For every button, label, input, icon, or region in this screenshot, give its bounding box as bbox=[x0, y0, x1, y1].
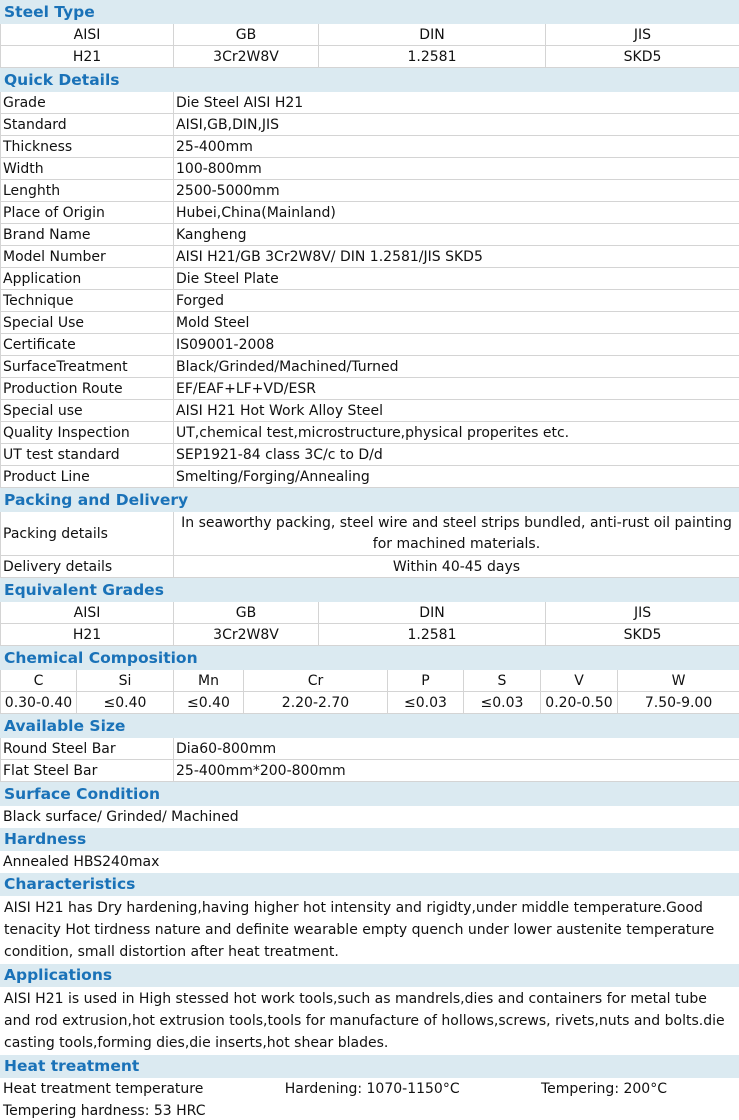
packing-details-label: Packing details bbox=[1, 512, 174, 556]
quick-details-value: Black/Grinded/Machined/Turned bbox=[174, 356, 739, 378]
quick-details-row bbox=[1, 400, 739, 422]
quick-details-row bbox=[1, 114, 739, 136]
quick-details-row bbox=[1, 444, 739, 466]
quick-details-value: Hubei,China(Mainland) bbox=[174, 202, 739, 224]
available-size-heading: Available Size bbox=[1, 715, 739, 738]
chemical-composition-table bbox=[0, 646, 739, 714]
packing-details-value: In seaworthy packing, steel wire and steel strips bundled, anti-rust oil painting for machined materials. bbox=[174, 512, 739, 556]
chem-header-w: W bbox=[618, 670, 739, 692]
quick-details-value: AISI H21 Hot Work Alloy Steel bbox=[174, 400, 739, 422]
quick-details-row bbox=[1, 180, 739, 202]
quick-details-row bbox=[1, 136, 739, 158]
quick-details-row bbox=[1, 158, 739, 180]
equivalent-value-jis: SKD5 bbox=[546, 624, 739, 646]
chem-header-si: Si bbox=[77, 670, 174, 692]
heat-treatment-hardening: Hardening: 1070-1150°C bbox=[284, 1080, 460, 1097]
heat-treatment-tempering: Tempering: 200°C bbox=[540, 1080, 667, 1097]
quick-details-row bbox=[1, 356, 739, 378]
quick-details-value: Kangheng bbox=[174, 224, 739, 246]
steel-type-heading: Steel Type bbox=[1, 1, 739, 24]
steel-type-value-aisi: H21 bbox=[1, 46, 174, 68]
chem-value-s: ≤0.03 bbox=[464, 692, 541, 714]
quick-details-row bbox=[1, 334, 739, 356]
quick-details-value: 25-400mm bbox=[174, 136, 739, 158]
quick-details-row bbox=[1, 224, 739, 246]
quick-details-row bbox=[1, 202, 739, 224]
characteristics-heading: Characteristics bbox=[1, 873, 739, 896]
quick-details-value: AISI,GB,DIN,JIS bbox=[174, 114, 739, 136]
steel-type-header-aisi: AISI bbox=[1, 24, 174, 46]
available-size-round-value: Dia60-800mm bbox=[174, 738, 739, 760]
chem-value-p: ≤0.03 bbox=[388, 692, 464, 714]
quick-details-row bbox=[1, 268, 739, 290]
quick-details-value: Mold Steel bbox=[174, 312, 739, 334]
steel-type-header-gb: GB bbox=[174, 24, 319, 46]
quick-details-value: UT,chemical test,microstructure,physical properites etc. bbox=[174, 422, 739, 444]
heat-treatment-row bbox=[1, 1078, 739, 1100]
equivalent-grades-table bbox=[0, 578, 739, 646]
quick-details-label: Grade bbox=[1, 92, 174, 114]
delivery-details-label: Delivery details bbox=[1, 556, 174, 578]
quick-details-label: Model Number bbox=[1, 246, 174, 268]
steel-type-value-jis: SKD5 bbox=[546, 46, 739, 68]
chem-header-s: S bbox=[464, 670, 541, 692]
quick-details-label: Width bbox=[1, 158, 174, 180]
steel-type-value-gb: 3Cr2W8V bbox=[174, 46, 319, 68]
chem-header-cr: Cr bbox=[244, 670, 388, 692]
quick-details-value: IS09001-2008 bbox=[174, 334, 739, 356]
chemical-composition-heading: Chemical Composition bbox=[1, 647, 739, 670]
heat-treatment-temperature-label: Heat treatment temperature bbox=[3, 1080, 204, 1097]
equivalent-value-gb: 3Cr2W8V bbox=[174, 624, 319, 646]
steel-type-value-din: 1.2581 bbox=[319, 46, 546, 68]
applications-text: AISI H21 is used in High stessed hot work tools,such as mandrels,dies and containers for metal tube and rod extrusion,hot extrusion tools,tools for manufacture of hollows,screws, rivets,nuts and bolts.die casting tools,forming dies,die inserts,hot shear blades. bbox=[1, 987, 739, 1055]
characteristics-text: AISI H21 has Dry hardening,having higher hot intensity and rigidty,under middle temperature.Good tenacity Hot tirdness nature and definite wearable empty quench under lower austenite temperature condition, small distortion after heat treatment. bbox=[1, 896, 739, 964]
quick-details-value: Smelting/Forging/Annealing bbox=[174, 466, 739, 488]
quick-details-row bbox=[1, 378, 739, 400]
quick-details-label: Certificate bbox=[1, 334, 174, 356]
quick-details-label: Production Route bbox=[1, 378, 174, 400]
quick-details-value: AISI H21/GB 3Cr2W8V/ DIN 1.2581/JIS SKD5 bbox=[174, 246, 739, 268]
steel-type-header-din: DIN bbox=[319, 24, 546, 46]
quick-details-row bbox=[1, 246, 739, 268]
available-size-flat-label: Flat Steel Bar bbox=[1, 760, 174, 782]
tempering-hardness: Tempering hardness: 53 HRC bbox=[1, 1100, 739, 1120]
surface-condition-heading: Surface Condition bbox=[1, 783, 739, 806]
chem-header-c: C bbox=[1, 670, 77, 692]
quick-details-row bbox=[1, 92, 739, 114]
quick-details-heading: Quick Details bbox=[1, 69, 739, 92]
available-size-flat-value: 25-400mm*200-800mm bbox=[174, 760, 739, 782]
steel-type-header-jis: JIS bbox=[546, 24, 739, 46]
equivalent-grades-heading: Equivalent Grades bbox=[1, 579, 739, 602]
chem-header-mn: Mn bbox=[174, 670, 244, 692]
quick-details-label: Standard bbox=[1, 114, 174, 136]
quick-details-label: Special Use bbox=[1, 312, 174, 334]
quick-details-label: Thickness bbox=[1, 136, 174, 158]
quick-details-row bbox=[1, 312, 739, 334]
text-sections-table bbox=[0, 782, 739, 1120]
applications-heading: Applications bbox=[1, 964, 739, 987]
quick-details-label: UT test standard bbox=[1, 444, 174, 466]
quick-details-value: SEP1921-84 class 3C/c to D/d bbox=[174, 444, 739, 466]
hardness-heading: Hardness bbox=[1, 828, 739, 851]
quick-details-label: Technique bbox=[1, 290, 174, 312]
chem-value-si: ≤0.40 bbox=[77, 692, 174, 714]
hardness-text: Annealed HBS240max bbox=[1, 851, 739, 873]
quick-details-label: Quality Inspection bbox=[1, 422, 174, 444]
steel-type-table bbox=[0, 0, 739, 68]
quick-details-label: Application bbox=[1, 268, 174, 290]
chem-header-v: V bbox=[541, 670, 618, 692]
equivalent-value-din: 1.2581 bbox=[319, 624, 546, 646]
quick-details-label: Product Line bbox=[1, 466, 174, 488]
quick-details-row bbox=[1, 290, 739, 312]
equivalent-value-aisi: H21 bbox=[1, 624, 174, 646]
heat-treatment-heading: Heat treatment bbox=[1, 1055, 739, 1078]
equivalent-header-aisi: AISI bbox=[1, 602, 174, 624]
equivalent-header-din: DIN bbox=[319, 602, 546, 624]
equivalent-header-jis: JIS bbox=[546, 602, 739, 624]
chem-value-w: 7.50-9.00 bbox=[618, 692, 739, 714]
chem-value-c: 0.30-0.40 bbox=[1, 692, 77, 714]
quick-details-label: Special use bbox=[1, 400, 174, 422]
quick-details-row bbox=[1, 422, 739, 444]
packing-heading: Packing and Delivery bbox=[1, 489, 739, 512]
quick-details-value: EF/EAF+LF+VD/ESR bbox=[174, 378, 739, 400]
quick-details-value: Die Steel AISI H21 bbox=[174, 92, 739, 114]
quick-details-value: Die Steel Plate bbox=[174, 268, 739, 290]
quick-details-label: Lenghth bbox=[1, 180, 174, 202]
chem-value-cr: 2.20-2.70 bbox=[244, 692, 388, 714]
chem-value-mn: ≤0.40 bbox=[174, 692, 244, 714]
quick-details-row bbox=[1, 466, 739, 488]
chem-header-p: P bbox=[388, 670, 464, 692]
available-size-round-label: Round Steel Bar bbox=[1, 738, 174, 760]
quick-details-label: Place of Origin bbox=[1, 202, 174, 224]
equivalent-header-gb: GB bbox=[174, 602, 319, 624]
delivery-details-value: Within 40-45 days bbox=[174, 556, 739, 578]
quick-details-value: Forged bbox=[174, 290, 739, 312]
available-size-table bbox=[0, 714, 739, 782]
quick-details-value: 2500-5000mm bbox=[174, 180, 739, 202]
quick-details-label: Brand Name bbox=[1, 224, 174, 246]
quick-details-label: SurfaceTreatment bbox=[1, 356, 174, 378]
surface-condition-text: Black surface/ Grinded/ Machined bbox=[1, 806, 739, 828]
quick-details-table bbox=[0, 68, 739, 488]
packing-table bbox=[0, 488, 739, 578]
quick-details-value: 100-800mm bbox=[174, 158, 739, 180]
chem-value-v: 0.20-0.50 bbox=[541, 692, 618, 714]
